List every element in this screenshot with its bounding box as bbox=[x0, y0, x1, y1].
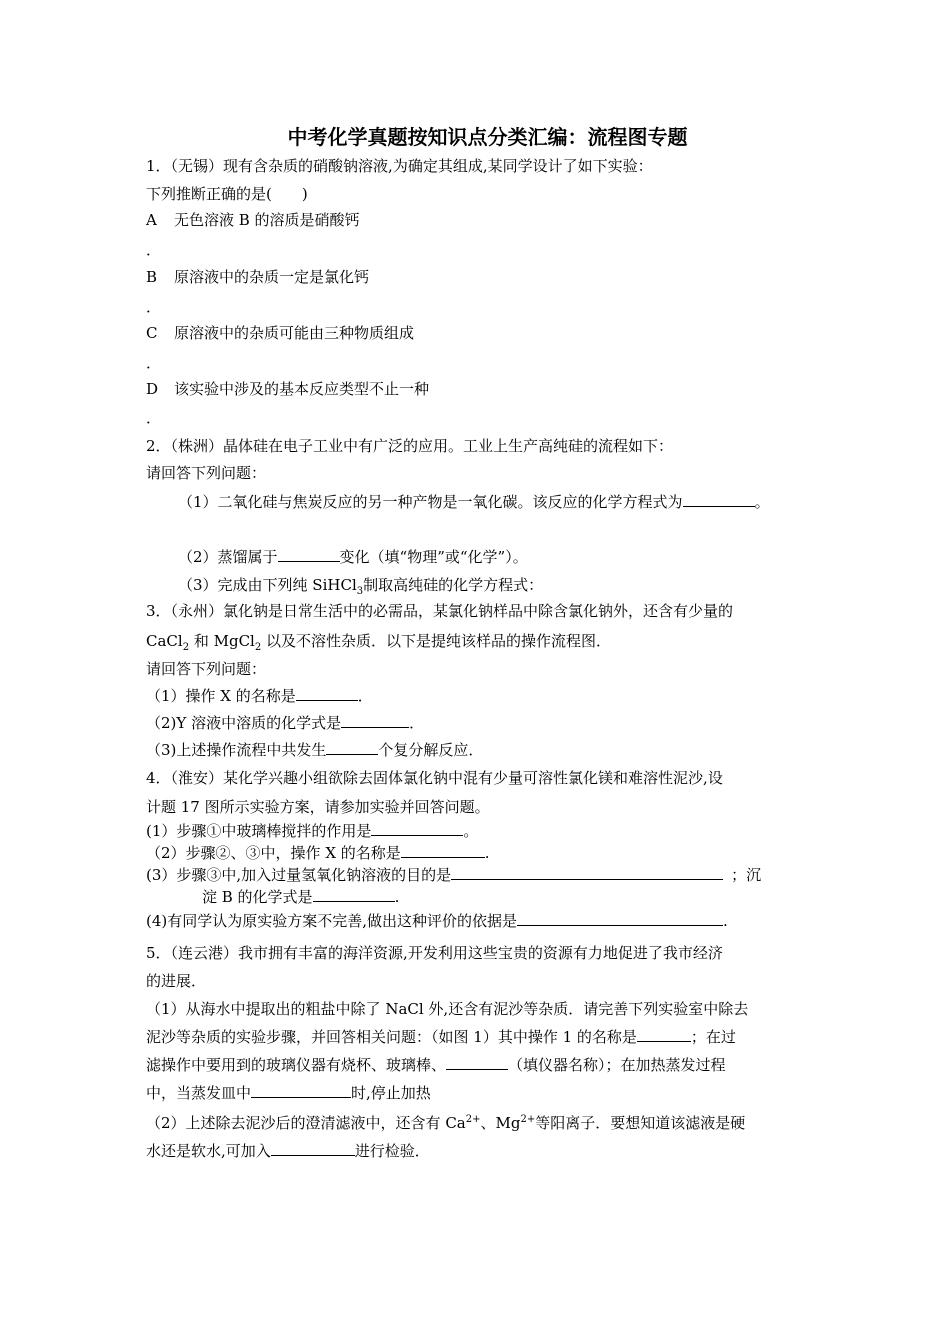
q1-stem: 1．（无锡）现有含杂质的硝酸钠溶液,为确定其组成,某同学设计了如下实验： bbox=[146, 157, 653, 175]
q5-part2-line2: 水还是软水,可加入 进行检验． bbox=[146, 1142, 430, 1160]
q3-part3: （3)上述操作流程中共发生 个复分解反应． bbox=[146, 741, 484, 759]
option-dot: ． bbox=[146, 354, 162, 372]
option-text: 原溶液中的杂质可能由三种物质组成 bbox=[174, 324, 415, 342]
answer-blank[interactable] bbox=[278, 547, 340, 562]
option-letter: B bbox=[146, 268, 158, 286]
q4-part2: （2）步骤②、③中，操作 X 的名称是 . bbox=[146, 844, 490, 862]
option-text: 该实验中涉及的基本反应类型不止一种 bbox=[174, 380, 430, 398]
q2-ask: 请回答下列问题： bbox=[146, 464, 267, 482]
answer-blank[interactable] bbox=[451, 865, 723, 880]
option-letter: C bbox=[146, 324, 158, 342]
option-letter: D bbox=[146, 380, 159, 398]
answer-blank[interactable] bbox=[296, 686, 358, 701]
q3-ask: 请回答下列问题： bbox=[146, 660, 267, 678]
q3-part2: （2)Y 溶液中溶质的化学式是 ． bbox=[146, 714, 425, 732]
q3-stem-line2: CaCl$_2$ 和 MgCl$_2$ 以及不溶性杂质．以下是提纯该样品的操作流程图． bbox=[146, 632, 612, 653]
option-letter: A bbox=[146, 211, 157, 229]
answer-blank[interactable] bbox=[446, 1055, 508, 1070]
q5-part1-line4: 中，当蒸发皿中 时,停止加热 bbox=[146, 1084, 431, 1102]
q2-part1: （1）二氧化硅与焦炭反应的另一种产物是一氧化碳。该反应的化学方程式为 。 bbox=[178, 493, 770, 511]
answer-blank[interactable] bbox=[637, 1027, 691, 1042]
q5-part1-line3: 滤操作中要用到的玻璃仪器有烧杯、玻璃棒、 （填仪器名称）；在加热蒸发过程 bbox=[146, 1056, 726, 1074]
q4-stem-line2: 计题 17 图所示实验方案，请参加实验并回答问题。 bbox=[146, 798, 490, 816]
answer-blank[interactable] bbox=[517, 911, 723, 926]
answer-blank[interactable] bbox=[313, 887, 395, 902]
q2-stem: 2．（株洲）晶体硅在电子工业中有广泛的应用。工业上生产高纯硅的流程如下： bbox=[146, 437, 674, 455]
q4-stem: 4．（淮安）某化学兴趣小组欲除去固体氯化钠中混有少量可溶性氯化镁和难溶性泥沙,设 bbox=[146, 769, 723, 787]
q5-stem-line2: 的进展． bbox=[146, 972, 207, 990]
option-dot: ． bbox=[146, 298, 162, 316]
q5-part1-line2: 泥沙等杂质的实验步骤，并回答相关问题：（如图 1）其中操作 1 的名称是 ；在过 bbox=[146, 1028, 736, 1046]
answer-blank[interactable] bbox=[251, 1083, 351, 1098]
q1-ask: 下列推断正确的是( ) bbox=[146, 185, 308, 203]
answer-blank[interactable] bbox=[271, 1141, 355, 1156]
q2-part1-text: （1）二氧化硅与焦炭反应的另一种产物是一氧化碳。该反应的化学方程式为 bbox=[178, 493, 683, 511]
option-dot: ． bbox=[146, 409, 162, 427]
answer-blank[interactable] bbox=[371, 821, 463, 836]
q5-stem: 5．（连云港）我市拥有丰富的海洋资源,开发利用这些宝贵的资源有力地促进了我市经济 bbox=[146, 944, 723, 962]
answer-blank[interactable] bbox=[683, 492, 755, 507]
option-text: 无色溶液 B 的溶质是硝酸钙 bbox=[174, 211, 360, 229]
answer-blank[interactable] bbox=[341, 713, 409, 728]
q5-part1-line1: （1）从海水中提取出的粗盐中除了 NaCl 外,还含有泥沙等杂质．请完善下列实验室中除去 bbox=[146, 1000, 749, 1018]
q4-part1: (1）步骤①中玻璃棒搅拌的作用是 。 bbox=[146, 822, 479, 840]
q4-part3: (3）步骤③中,加入过量氢氧化钠溶液的目的是 ；沉 bbox=[146, 866, 762, 884]
option-text: 原溶液中的杂质一定是氯化钙 bbox=[174, 268, 370, 286]
page-title: 中考化学真题按知识点分类汇编：流程图专题 bbox=[287, 125, 688, 149]
option-dot: ． bbox=[146, 241, 162, 259]
answer-blank[interactable] bbox=[326, 740, 378, 755]
q3-part1: （1）操作 X 的名称是 ． bbox=[146, 687, 373, 705]
q2-part3: （3）完成由下列纯 SiHCl$_3$制取高纯硅的化学方程式： bbox=[178, 576, 544, 597]
q2-part2: （2）蒸馏属于 变化（填“物理”或“化学”）。 bbox=[178, 548, 528, 566]
q4-part4: (4)有同学认为原实验方案不完善,做出这种评价的依据是 . bbox=[146, 912, 728, 930]
q3-stem: 3．（永州）氯化钠是日常生活中的必需品，某氯化钠样品中除含氯化钠外，还含有少量的 bbox=[146, 602, 734, 620]
q4-part3-cont: 淀 B 的化学式是 . bbox=[202, 888, 400, 906]
q5-part2-line1: （2）上述除去泥沙后的澄清滤液中，还含有 $Ca^{2+}$、$Mg^{2+}$等阳离子．要想知道该滤液是硬 bbox=[146, 1114, 746, 1132]
answer-blank[interactable] bbox=[401, 843, 485, 858]
